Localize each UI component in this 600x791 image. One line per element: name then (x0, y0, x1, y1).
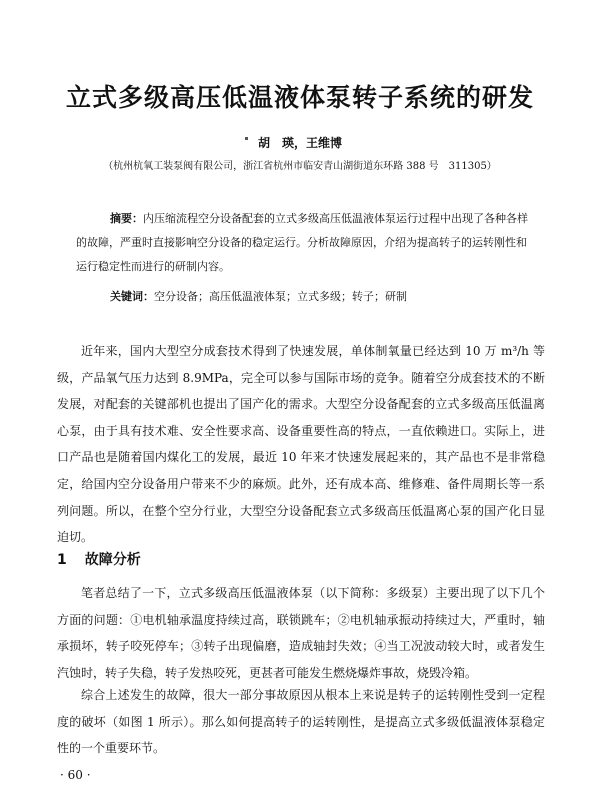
section-heading (57, 549, 159, 569)
authors: 胡 瑛，王维博 (257, 136, 342, 150)
section-number: 1 (57, 552, 67, 568)
affiliation: （杭州杭氧工装泵阀有限公司，浙江省杭州市临安青山湖街道东环路 388 号 311305） (103, 161, 497, 172)
intro-paragraph: 近年来，国内大型空分成套技术得到了快速发展，单体制氧量已经达到 10 万 m³/h 等级，产品氧气压力达到 8.9MPa，完全可以参与国际市场的竞争。随着空分成套技术的不断发展，对配套的关键部机也提出了国产化的需求。大型空分设备配套的立式多级高压低温离心泵，由于具有技术难、安全性要求高、设备重要性高的特点，一直依赖进口。实际上，进口产品也是随着国内煤化工的发展，最近 10 年来才快速发展起来的，其产品也不是非常稳定，给国内空分设备用户带来不少的麻烦。此外，还有成本高、维修难、备件周期长等一系列问题。所以，在整个空分行业，大型空分设备配套立式多级高压低温离心泵的国产化日显迫切。 (57, 344, 545, 545)
abstract (76, 207, 528, 279)
page-number: · 60 · (60, 768, 91, 782)
abstract-label: 摘要： (110, 212, 143, 225)
summary-paragraph: 综合上述发生的故障，很大一部分事故原因从根本上来说是转子的运转刚性受到一定程度的破坏（如图 1 所示）。那么如何提高转子的运转刚性，是提高立式多级低温液体泵稳定性的一个重要环节。 (57, 688, 545, 756)
fault-paragraph: 笔者总结了一下，立式多级高压低温液体泵（以下简称：多级泵）主要出现了以下几个方面的问题：①电机轴承温度持续过高，联锁跳车；②电机轴承振动持续过大，严重时，轴承损坏，转子咬死停车；③转子出现偏磨，造成轴封失效；④当工况波动较大时，或者发生汽蚀时，转子失稳，转子发热咬死，更甚者可能发生燃烧爆炸事故，烧毁冷箱。 (57, 586, 545, 680)
keywords-label: 关键词： (110, 290, 154, 303)
section-title: 故障分析 (84, 552, 141, 568)
keywords-text: 空分设备；高压低温液体泵；立式多级；转子；研制 (154, 290, 407, 303)
keywords (110, 287, 530, 307)
abstract-text: 内压缩流程空分设备配套的立式多级高压低温液体泵运行过程中出现了各种各样的故障，严重时直接影响空分设备的稳定运行。分析故障原因，介绍为提高转子的运转刚性和运行稳定性而进行的研制内容。 (76, 212, 528, 273)
paper-title: 立式多级高压低温液体泵转子系统的研发 (65, 83, 534, 112)
